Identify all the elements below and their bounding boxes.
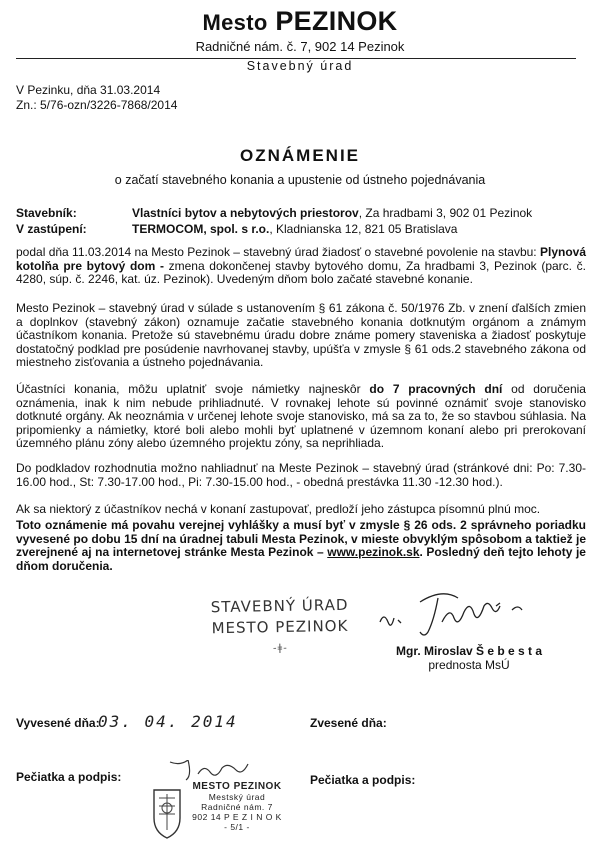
stamp-label-left: Pečiatka a podpis: <box>16 770 122 784</box>
paragraph-request <box>16 246 586 287</box>
document-subtitle: o začatí stavebného konania a upustenie od ústneho pojednávania <box>114 173 486 187</box>
posted-label: Vyvesené dňa: <box>16 716 100 730</box>
builder-address: , Za hradbami 3, 902 01 Pezinok <box>358 206 533 220</box>
reference-number: Zn.: 5/76-ozn/3226-7868/2014 <box>16 98 178 112</box>
city-stamp-text <box>182 782 292 832</box>
proxy-name: TERMOCOM, spol. s r.o. <box>132 222 270 236</box>
builder-label: Stavebník: <box>16 206 77 220</box>
signature-scribble <box>372 590 562 640</box>
city-stamp-line1: MESTO PEZINOK <box>192 781 282 792</box>
website-link[interactable]: www.pezinok.sk <box>327 545 420 559</box>
office-name: Stavebný úrad <box>246 59 354 73</box>
request-intro: podal dňa 11.03.2014 na Mesto Pezinok – stavebný úrad žiadosť o stavebné povolenie na stavbu: <box>16 245 537 259</box>
builder-name: Vlastníci bytov a nebytových priestorov <box>132 206 359 220</box>
proxy-label: V zastúpení: <box>16 222 87 236</box>
office-stamp-mark: -ǂ- <box>272 642 288 655</box>
objections-deadline: do 7 pracovných dní <box>369 382 503 396</box>
posted-date: 03. 04. 2014 <box>98 712 238 731</box>
objections-intro: Účastníci konania, môžu uplatniť svoje námietky najneskôr <box>16 382 370 396</box>
signer-role: prednosta MsÚ <box>428 658 510 672</box>
city-stamp-line5: - 5/1 - <box>224 822 250 832</box>
document-title: OZNÁMENIE <box>240 146 360 165</box>
place-and-reference <box>16 83 177 113</box>
signer-block <box>396 644 542 672</box>
city-stamp-line2: Mestský úrad <box>208 792 266 802</box>
public-notice-end: . Posledný deň tejto lehoty je dňom doručenia. <box>16 545 586 573</box>
paragraph-public-notice <box>16 519 586 573</box>
objections-detail: od doručenia oznámenia, inak k nim nebude prihliadnuté. V rovnakej lehote sú povinné oznámiť svoje stanovisko dotknuté orgány. Ak neoznámia v určenej lehote svoje stanovisko, má sa za to, že so stavbou súhlasia. Na pripomienky a námietky, ktoré boli alebo mohli byť uplatnené v územnom konaní alebo pri prerokovaní územného plánu zóny alebo územného projektu zóny, sa neprihliada. <box>16 382 586 450</box>
request-detail: zmena dokončenej stavby bytového domu, Za hradbami 3, Pezinok (parc. č. 4280, súp. č. 2246, kat. úz. Pezinok). Uvedeným dňom bolo začaté stavebné konanie. <box>16 258 586 286</box>
office-stamp-line2: MESTO PEZINOK <box>211 616 349 638</box>
signer-name: Mgr. Miroslav Š e b e s t a <box>396 644 543 658</box>
place-date: V Pezinku, dňa 31.03.2014 <box>16 83 161 97</box>
city-stamp <box>140 760 300 844</box>
city-stamp-line4: 902 14 P E Z I N O K <box>192 812 282 822</box>
office-stamp <box>189 594 370 660</box>
builder-value <box>132 206 532 220</box>
city-title-prefix: Mesto <box>202 10 268 35</box>
proxy-value <box>132 222 457 236</box>
city-title-name: PEZINOK <box>275 6 398 36</box>
city-stamp-line3: Radničné nám. 7 <box>201 802 273 812</box>
removed-label: Zvesené dňa: <box>310 716 387 730</box>
city-address: Radničné nám. č. 7, 902 14 Pezinok <box>195 39 405 54</box>
paragraph-notice: Mesto Pezinok – stavebný úrad v súlade s ustanovením § 61 zákona č. 50/1976 Zb. v znení ďalších zmien a doplnkov (stavebný zákon) oznamuje začatie stavebného konania dotknutým orgánom a známym účastníkom konania. Pretože sú stavebnému úradu dobre známe pomery staveniska a žiadosť poskytuje dostatočný podklad pre posúdenie navrhovanej stavby, upúšťa v zmysle § 61 ods.2 stavebného zákona od miestneho zisťovania a ústneho pojednávania. <box>16 301 586 369</box>
project-name: Plynová kotolňa pre bytový dom - <box>16 245 587 273</box>
city-title <box>0 6 600 37</box>
proxy-address: , Kladnianska 12, 821 05 Bratislava <box>269 222 458 236</box>
paragraph-objections <box>16 383 586 451</box>
paragraph-representation: Ak sa niektorý z účastníkov nechá v konaní zastupovať, predloží jeho zástupca písomnú plnú moc. <box>16 502 541 516</box>
public-notice-text: Toto oznámenie má povahu verejnej vyhlášky a musí byť v zmysle § 26 ods. 2 správneho poriadku vyvesené po dobu 15 dní na úradnej tabuli Mesta Pezinok, v mieste obvyklým spôsobom a taktiež je zverejnené aj na internetovej stránke Mesta Pezinok – <box>16 518 586 559</box>
paragraph-office-hours: Do podkladov rozhodnutia možno nahliadnuť na Meste Pezinok – stavebný úrad (stránkové dni: Po: 7.30-16.00 hod., St: 7.30-17.00 hod., Pi: 7.30-15.00 hod., - obedná prestávka 11.30 -12.30 hod.). <box>16 461 586 489</box>
office-stamp-line1: STAVEBNÝ ÚRAD <box>210 595 349 617</box>
stamp-label-right: Pečiatka a podpis: <box>310 773 416 787</box>
